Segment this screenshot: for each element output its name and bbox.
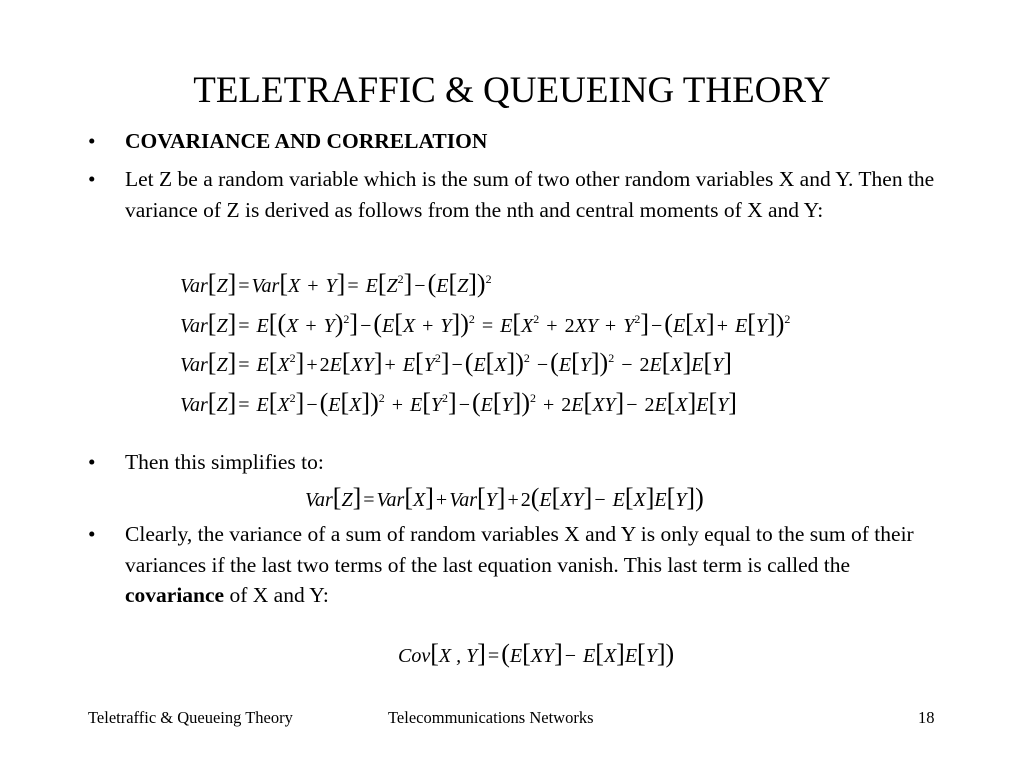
bullet-heading — [88, 126, 938, 157]
slide-title: TELETRAFFIC & QUEUEING THEORY — [193, 70, 831, 111]
bullet-symbol: • — [88, 167, 96, 191]
equation-4: $Var[Z] = E[X^2] -(E[X])^2 + E[Y^2] -(E[Y])^2 + 2E[XY] - 2E[X]E[Y]$ — [180, 388, 737, 417]
clearly-paragraph — [125, 519, 938, 611]
simplified-equation: Var[Z] = Var[X] + Var[Y] + 2(E[XY] − E[X]E[Y]) — [305, 483, 704, 512]
bullet-symbol: • — [88, 522, 96, 546]
bullet-symbol: • — [88, 129, 96, 153]
bullet-simplify — [88, 447, 938, 478]
simplify-text: Then this simplifies to: — [125, 450, 324, 474]
bullet-symbol: • — [88, 450, 96, 474]
clearly-text-before: Clearly, the variance of a sum of random variables X and Y is only equal to the sum of their variances if the last two terms of the last equation vanish. This last term is called the — [125, 522, 914, 577]
equation-2: $Var[Z] = E[(X + Y)^2] -(E[X + Y])^2 = E[X^2 + 2XY + Y^2] -(E[X] + E[Y])^2$ — [180, 309, 791, 338]
intro-text: Let Z be a random variable which is the sum of two other random variables X and Y. Then the variance of Z is derived as follows from the nth and central moments of X and Y: — [125, 167, 935, 222]
covariance-term: covariance — [125, 583, 225, 607]
equation-1: $Var[Z] = Var[X + Y] = E[Z^2] -(E[Z])^2$ — [180, 269, 492, 298]
footer-subject: Telecommunications Networks — [388, 708, 594, 727]
page-number: 18 — [918, 708, 935, 727]
covariance-equation: Cov[X , Y] =(E[XY] − E[X]E[Y]) — [398, 639, 675, 668]
clearly-text-after: of X and Y: — [224, 583, 329, 607]
bullet-intro — [88, 164, 938, 225]
section-heading: COVARIANCE AND CORRELATION — [125, 129, 488, 153]
bullet-clearly — [88, 519, 938, 611]
equation-3: $Var[Z] = E[X^2] + 2E[XY] + E[Y^2] -(E[X])^2 -(E[Y])^2 - 2E[X]E[Y]$ — [180, 348, 732, 377]
footer-course-title: Teletraffic & Queueing Theory — [88, 708, 293, 727]
